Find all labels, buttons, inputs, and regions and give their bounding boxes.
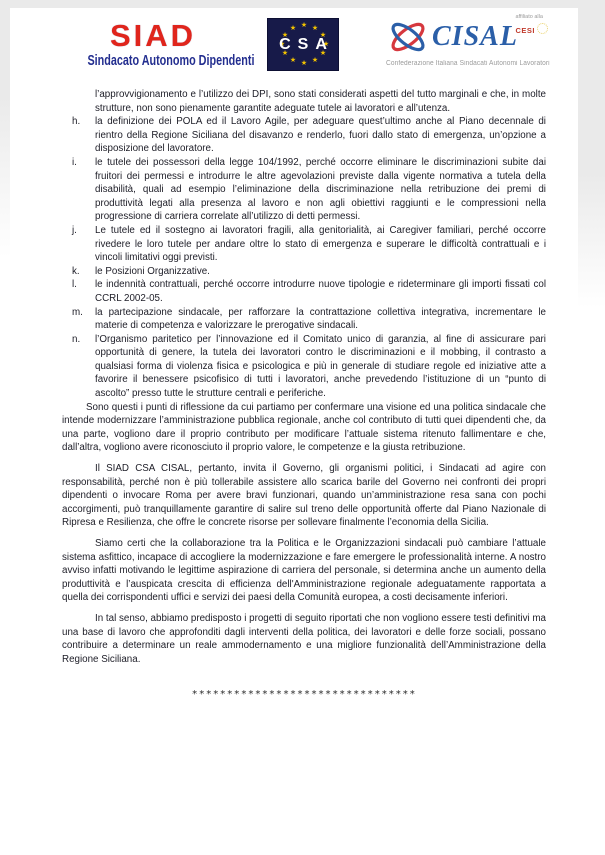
cisal-orbit-icon	[386, 17, 430, 57]
paragraph-il-siad: Il SIAD CSA CISAL, pertanto, invita il Governo, gli organismi politici, i Sindacati ad agire con responsabilità, perché non è più tollerabile assistere allo scarica barile del Governo nei confronti dei propri dipendenti o invocare Roma per avere bravi funzionari, quando un’amministrazione resa sana con pochi accorgimenti, può tranquillamente garantire di salire sul treno delle opportunità offerte dal Piano Nazionale di Ripresa e Resilienza, che offre le concrete risorse per sollevare finalmente l’economia della Sicilia.	[62, 463, 546, 529]
paragraph-continuation: l’approvvigionamento e l’utilizzo dei DPI, sono stati considerati aspetti del tutto marginali e che, in molte strutture, non sono pienamente garantite adeguate tutele ai lavoratori e all’utenza.	[95, 89, 546, 114]
paragraph-sono-questi: Sono questi i punti di riflessione da cui partiamo per confermare una visione ed una politica sindacale che intende modernizzare l’amministrazione pubblica regionale, anche col contributo di tutti quei dipendenti che, da una parte, vogliono dare il proprio contributo per modificare l’attuale sistema ritenuto fallimentare e che, dall’altra, vogliono avere riconosciuto il proprio valore, le competenze e la giusta retribuzione.	[62, 401, 546, 454]
list-item-text: la partecipazione sindacale, per rafforzare la contrattazione collettiva integrativa, incrementare le materie di competenza e valorizzare le prerogative sindacali.	[95, 306, 546, 332]
list-marker: n.	[72, 333, 81, 345]
document-body	[62, 88, 546, 702]
list-item-text: Le tutele ed il sostegno ai lavoratori fragili, alla genitorialità, ai Caregiver familiari, perché occorre rivedere le loro tutele per andare oltre lo stato di emergenza e superare le difficoltà contrattuali e i vincoli limitativi oggi previsti.	[95, 224, 546, 264]
star-icon	[311, 25, 319, 33]
siad-logo	[62, 18, 255, 69]
star-icon	[300, 60, 308, 68]
list-marker: k.	[72, 265, 80, 277]
cisal-affiliation-prefix: affiliato alla	[515, 14, 543, 20]
viewer-margin-left	[0, 8, 10, 258]
list-marker: l.	[72, 279, 77, 291]
list-item-text: le tutele dei possessori della legge 104/1992, perché occorre eliminare le discriminazioni subite dai fruitori dei permessi e introdurre le altre agevolazioni previste dalla vigente normativa a tutela della disabilità, quali ad esempio l’eliminazione della discriminazione nella retribuzione dei premi di produttività legati alla presenza al lavoro e non agli obiettivi raggiunti e le compressioni nella progressione di carriera correlate all’utilizzo di detti permessi.	[95, 156, 546, 223]
paragraph-in-tal-senso: In tal senso, abbiamo predisposto i progetti di seguito riportati che non vogliono essere testi definitivi ma una base di lavoro che approfonditi dagli interventi della politica, dei lavoratori e delle forze sociali, possano contribuire a determinare un reale ammodernamento e una migliore funzionalità dell’Amministrazione della Regione Siciliana.	[62, 612, 546, 665]
list-marker: h.	[72, 116, 81, 128]
list-item-m	[62, 306, 546, 333]
list-item-l	[62, 278, 546, 305]
star-icon	[289, 25, 297, 33]
list-item-text: la definizione dei POLA ed il Lavoro Agile, per adeguare quest’ultimo anche al Piano decennale di rientro della Regione Siciliana del disavanzo e renderlo, fuori dallo stato di emergenza, un’opzione a disposizione del lavoratore.	[95, 116, 546, 155]
csa-logo	[267, 18, 339, 71]
list-item-j	[62, 224, 546, 265]
list-marker: i.	[72, 156, 77, 168]
list-item-k	[62, 265, 546, 279]
cisal-logo	[386, 16, 552, 67]
siad-logo-subtitle: Sindacato Autonomo Dipendenti	[87, 52, 255, 69]
star-icon	[300, 22, 308, 30]
list-marker: m.	[72, 306, 83, 318]
list-item-text: le Posizioni Organizzative.	[95, 265, 210, 277]
cesi-logo-text: CESI	[515, 26, 535, 36]
list-item-h	[62, 115, 546, 156]
cesi-stars-icon	[537, 23, 548, 34]
csa-logo-text: CSA	[279, 36, 334, 53]
list-marker: j.	[72, 224, 77, 236]
star-icon	[311, 57, 319, 65]
viewer-margin-right	[578, 8, 605, 308]
list-item-text: le indennità contrattuali, perché occorre introdurre nuove tipologie e rideterminare gli importi fissati col CCRL 2002-05.	[95, 279, 546, 304]
list-item-text: l’Organismo paritetico per l’innovazione ed il Comitato unico di garanzia, al fine di assicurare pari opportunità di genere, la tutela dei lavoratori contro le discriminazioni e il mobbing, il contrasto a qualsiasi forma di violenza fisica e psicologica e più in generale di studiare regole ed iniziative atte a favorire il benessere psicofisico di tutti i lavoratori, anche prevedendo l’istituzione di un “punto di ascolto” presso tutte le strutture centrali e periferiche.	[95, 333, 546, 400]
star-icon	[289, 57, 297, 65]
cisal-logo-text: CISAL	[432, 21, 518, 52]
siad-logo-text: SIAD	[109, 18, 197, 53]
viewer-margin-top	[0, 0, 605, 8]
list-item-i	[62, 156, 546, 224]
paragraph-siamo-certi: Siamo certi che la collaborazione tra la Politica e le Organizzazioni sindacali può cambiare l’attuale sistema asfittico, incapace di accogliere la modernizzazione e fare emergere le professionalità interne. A nostro avviso infatti motivando le legittime aspirazione di carriera del personale, si determina anche un aumento della produttività e l’auspicata crescita di efficienza dell'Amministrazione regionale adeguatamente rapportata a quella dei corrispondenti uffici e servizi dei paesi della Comunità europea, a costi decisamente inferiori.	[62, 538, 546, 604]
list-item-n	[62, 333, 546, 401]
cisal-logo-subtitle: Confederazione Italiana Sindacati Autonomi Lavoratori	[386, 60, 550, 67]
cisal-affiliation	[515, 14, 548, 38]
asterisk-separator: ********************************	[191, 689, 417, 701]
